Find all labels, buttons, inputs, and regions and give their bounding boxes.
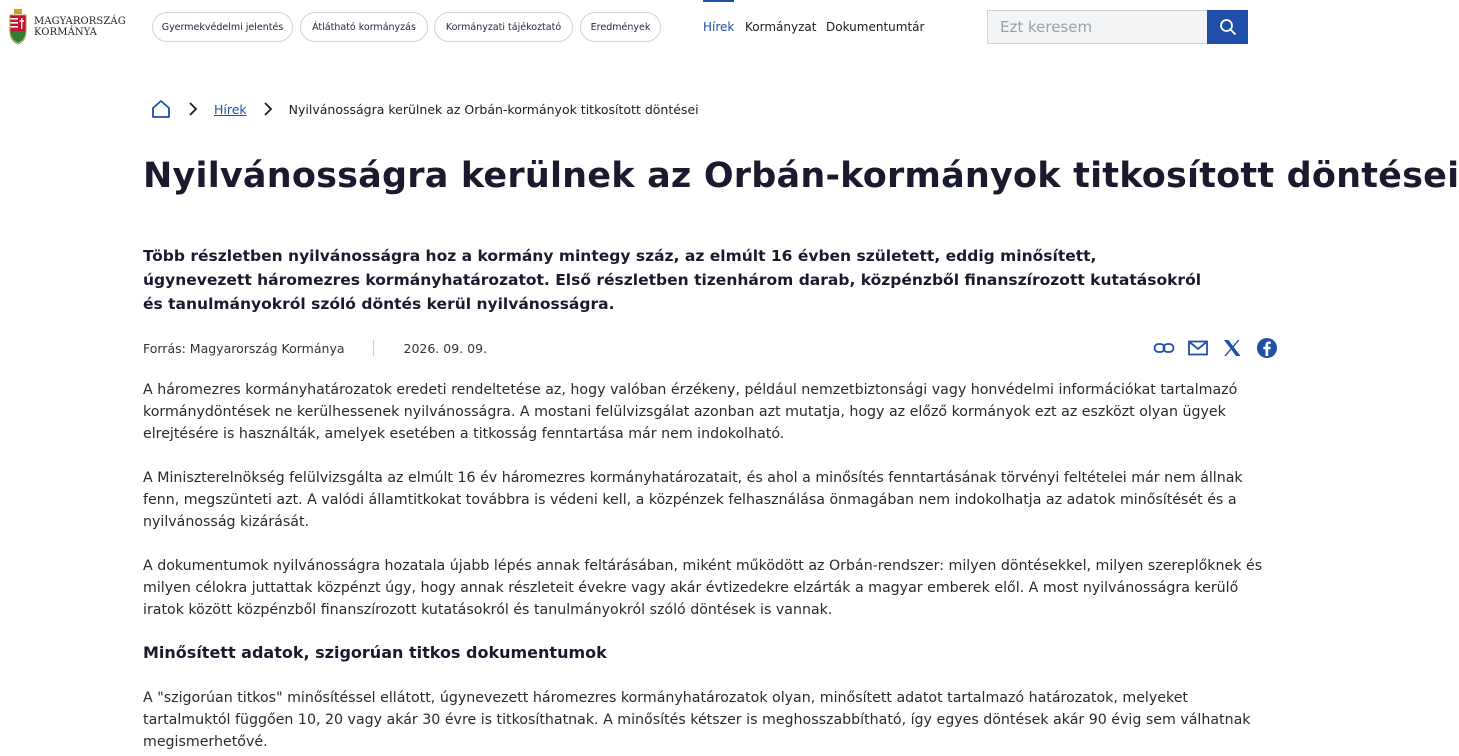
pill-kormanyzati-tajekoztato[interactable]: Kormányzati tájékoztató: [434, 12, 573, 42]
x-icon: [1222, 338, 1242, 358]
search-icon: [1219, 18, 1237, 36]
article-date: 2026. 09. 09.: [403, 340, 487, 356]
search-input[interactable]: [987, 10, 1207, 44]
article-paragraph-2: A Miniszterelnökség felülvizsgálta az elmúlt 16 év háromezres kormányhatározatait, és ahol a minősítés fenntartásának törvényi feltételei már nem állnak fenn, megszünteti azt. A valódi államtitkokat továbbra is védeni kell, a közpénzek felhasználása önmagában nem indokolhatja az adatok minősítését és a nyilvánosság kizárását.: [143, 470, 1243, 530]
link-icon: [1153, 337, 1175, 359]
logo-text: [34, 16, 126, 38]
breadcrumb-hirek[interactable]: Hírek: [214, 101, 247, 117]
chevron-right-icon: [186, 102, 200, 116]
article-subheading: Minősített adatok, szigorúan titkos dokumentumok: [143, 643, 607, 662]
share-x-button[interactable]: [1220, 336, 1244, 360]
nav-dokumentumtar[interactable]: Dokumentumtár: [826, 20, 925, 34]
logo-line-2: KORMÁNYA: [34, 27, 97, 38]
site-logo[interactable]: [8, 8, 126, 46]
page-title: Nyilvánosságra kerülnek az Orbán-kormányok titkosított döntései: [143, 156, 1459, 196]
chevron-right-icon: [261, 102, 275, 116]
search-button[interactable]: [1207, 10, 1248, 44]
breadcrumb-current: Nyilvánosságra kerülnek az Orbán-kormányok titkosított döntései: [288, 101, 699, 117]
article-source: Forrás: Magyarország Kormánya: [143, 340, 345, 356]
article-paragraph-1: A háromezres kormányhatározatok eredeti rendeltetése az, hogy valóban érzékeny, például nemzetbiztonsági vagy honvédelmi információkat tartalmazó kormánydöntések ne kerülhessenek nyilvánosságra. A mostani felülvizsgálat azonban azt mutatja, hogy az előző kormányok ezt az eszközt olyan ügyek elrejtésére is használták, amelyek esetében a titkosság fenntartása már nem indokolható.: [143, 382, 1238, 442]
mail-icon: [1187, 337, 1209, 359]
breadcrumb: [150, 96, 699, 122]
article-lead: Több részletben nyilvánosságra hoz a kormány mintegy száz, az elmúlt 16 évben született, eddig minősített, úgynevezett háromezres kormányhatározatot. Első részletben tizenhárom darab, közpénzből finanszírozott kutatásokról és tanulmányokról szóló döntés kerül nyilvánosságra.: [143, 247, 1202, 313]
facebook-icon: [1256, 337, 1278, 359]
home-icon: [150, 98, 172, 120]
site-header: [0, 0, 1280, 54]
nav-hirek[interactable]: Hírek: [703, 0, 734, 54]
nav-kormanyzat[interactable]: Kormányzat: [745, 20, 817, 34]
pill-atlathato-kormanyzas[interactable]: Átlátható kormányzás: [300, 12, 428, 42]
article-paragraph-4: A "szigorúan titkos" minősítéssel ellátott, úgynevezett háromezres kormányhatározatok olyan, minősített adatot tartalmazó határozatok, melyeket tartalmuktól függően 10, 20 vagy akár 30 évre is titkosíthatnak. A minősítés kétszer is meghosszabbítható, így egyes döntések akár 90 évig sem válhatnak megismerhetővé.: [143, 690, 1251, 750]
share-facebook-button[interactable]: [1255, 336, 1279, 360]
logo-line-1: MAGYARORSZÁG: [34, 16, 126, 27]
pill-eredmenyek[interactable]: Eredmények: [580, 12, 661, 42]
meta-divider: [373, 340, 374, 356]
share-mail-button[interactable]: [1186, 336, 1210, 360]
share-link-button[interactable]: [1152, 336, 1176, 360]
article-meta: [143, 338, 487, 358]
article-paragraph-3: A dokumentumok nyilvánosságra hozatala újabb lépés annak feltárásában, miként működött az Orbán-rendszer: milyen döntésekkel, milyen szereplőknek és milyen célokra juttattak közpénzt úgy, hogy annak részleteit évekre vagy akár évtizedekre elzárták a magyar emberek elől. A most nyilvánosságra kerülő iratok között közpénzből finanszírozott kutatásokról és tanulmányokról szóló döntések is vannak.: [143, 558, 1263, 618]
coat-of-arms-icon: [8, 9, 28, 45]
pill-gyermekvedelmi-jelentes[interactable]: Gyermekvédelmi jelentés: [152, 12, 293, 42]
breadcrumb-home[interactable]: [150, 98, 172, 120]
